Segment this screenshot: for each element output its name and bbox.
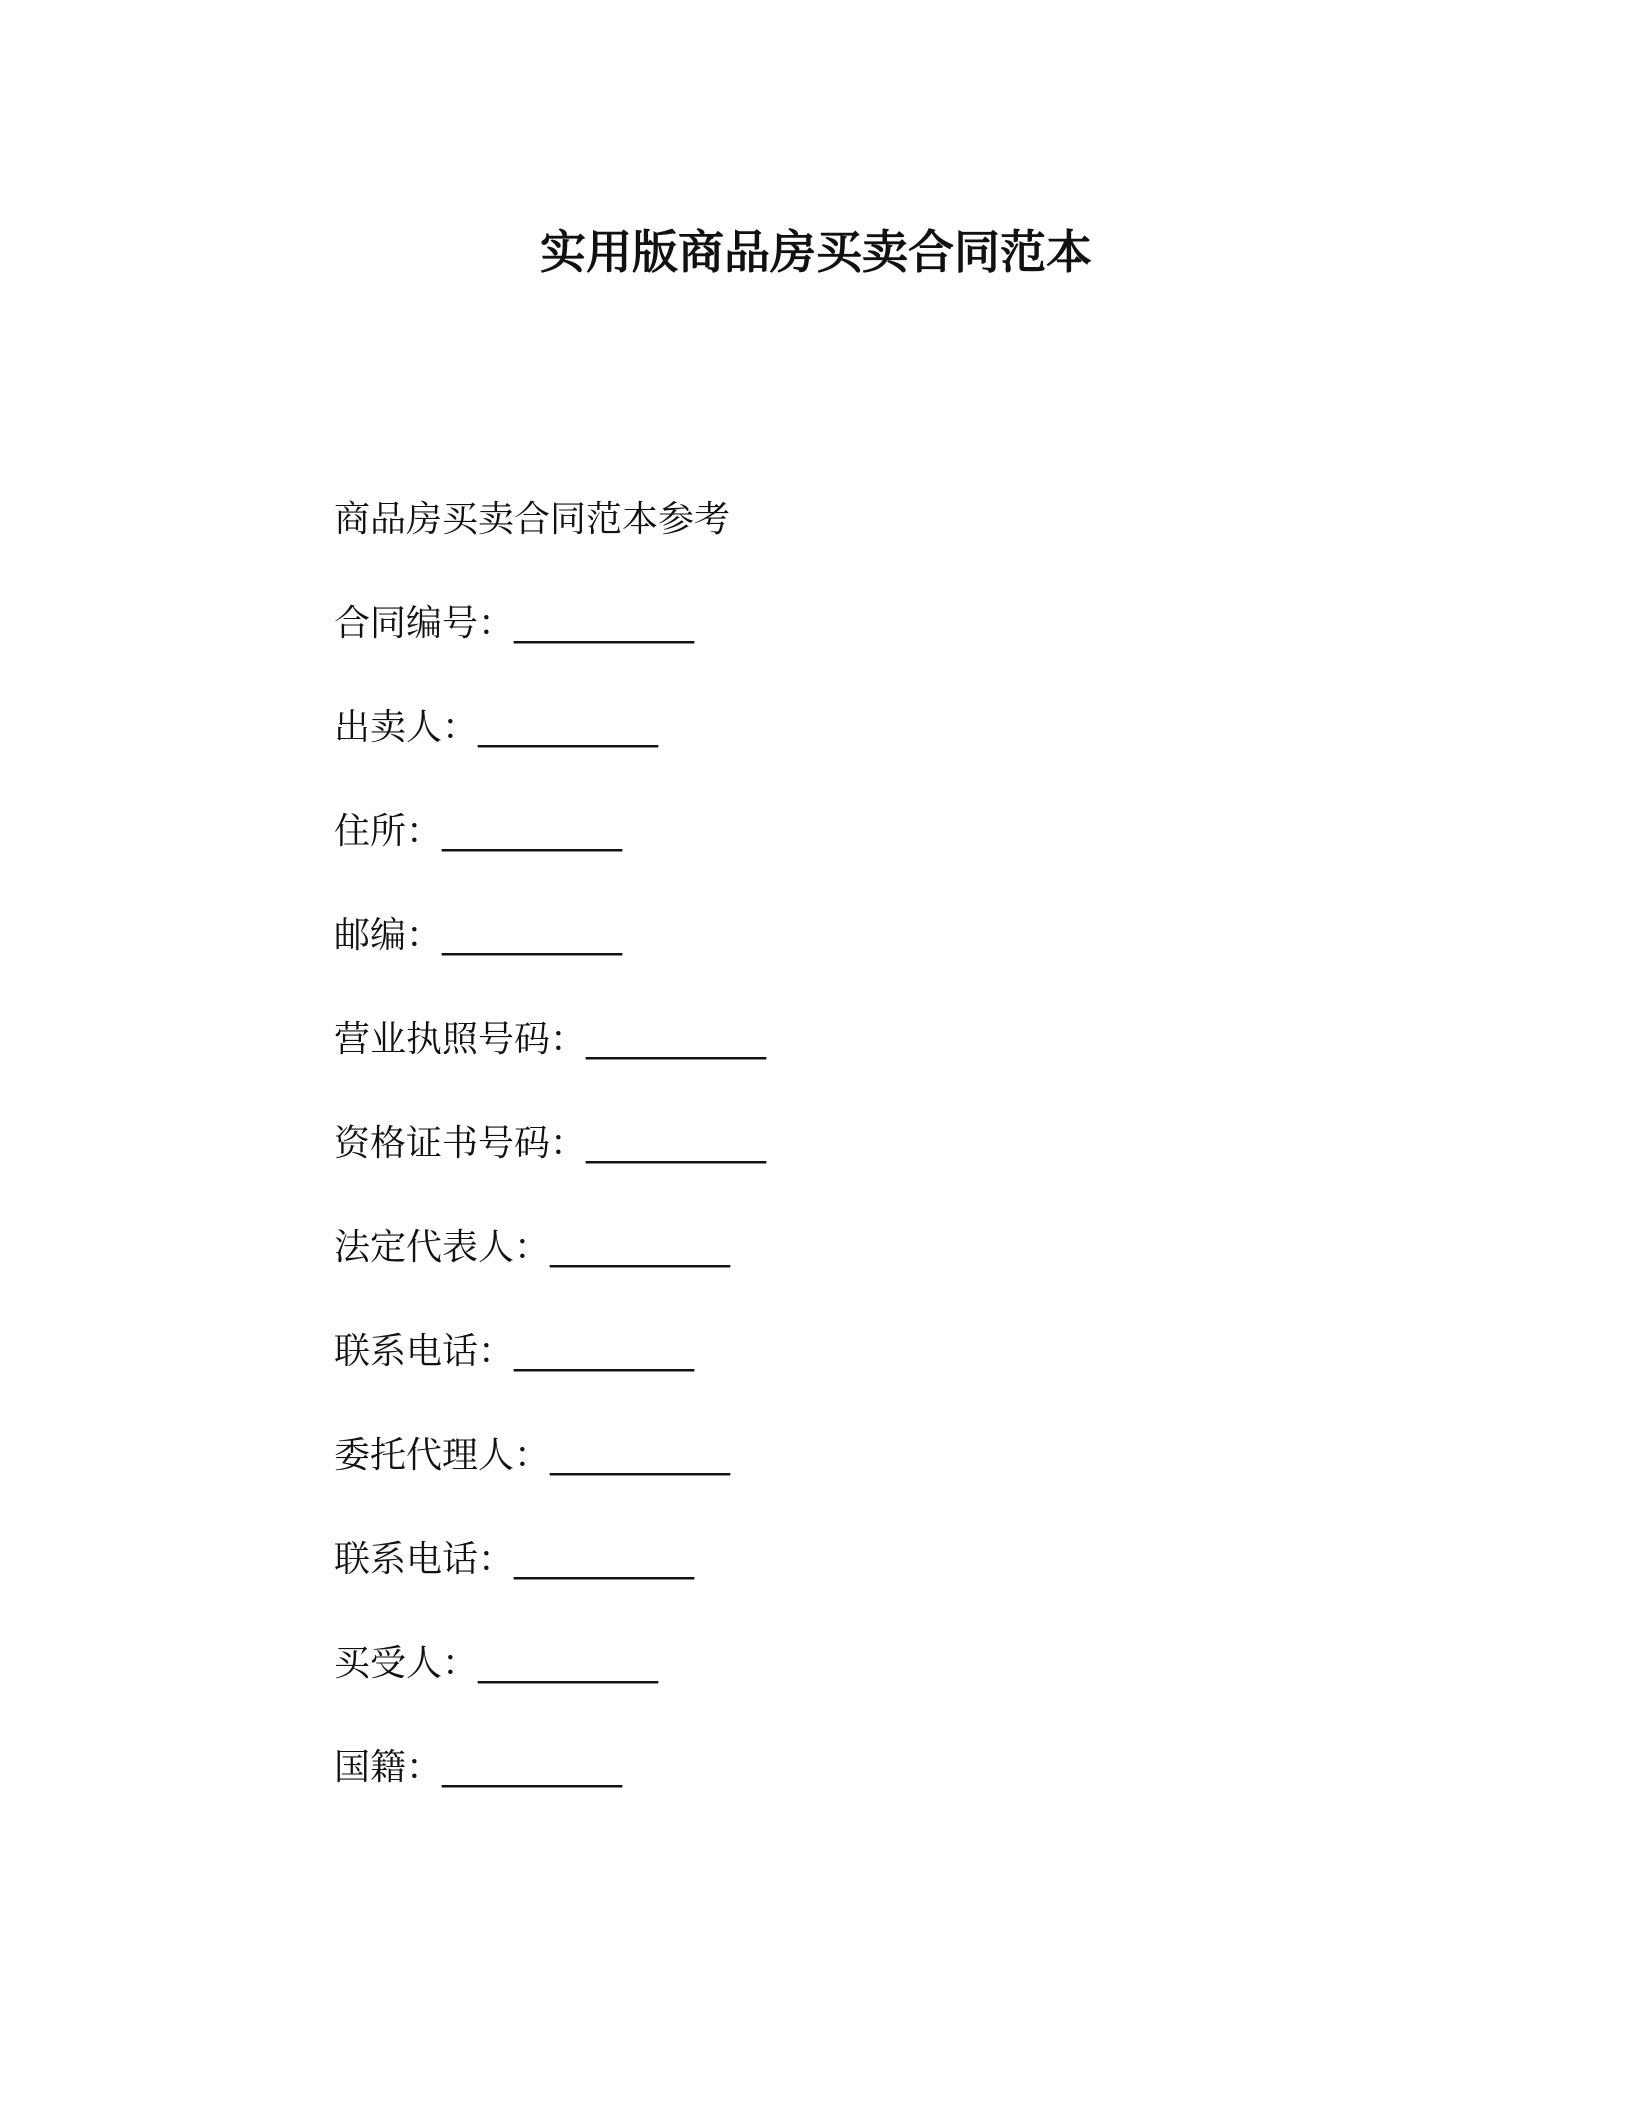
- field-blank: __________: [514, 603, 695, 644]
- field-blank: __________: [442, 811, 623, 852]
- field-blank: __________: [514, 1539, 695, 1580]
- field-label: 资格证书号码：: [334, 1123, 587, 1164]
- field-phone: [334, 1326, 1434, 1430]
- field-label: 联系电话：: [334, 1331, 515, 1372]
- document-body: [334, 494, 1434, 1846]
- field-blank: __________: [586, 1123, 767, 1164]
- field-blank: __________: [478, 707, 659, 748]
- field-buyer: [334, 1638, 1434, 1742]
- document-title: 实用版商品房买卖合同范本: [540, 225, 1092, 279]
- field-agent-phone: [334, 1534, 1434, 1638]
- field-label: 买受人：: [334, 1643, 479, 1684]
- document-subtitle: 商品房买卖合同范本参考: [334, 499, 731, 540]
- field-contract-number: [334, 598, 1434, 702]
- field-qualification-certificate: [334, 1118, 1434, 1222]
- field-label: 住所：: [334, 811, 443, 852]
- field-label: 委托代理人：: [334, 1435, 551, 1476]
- field-label: 法定代表人：: [334, 1227, 551, 1268]
- field-blank: __________: [550, 1227, 731, 1268]
- field-label: 国籍：: [334, 1747, 443, 1788]
- field-label: 出卖人：: [334, 707, 479, 748]
- field-business-license: [334, 1014, 1434, 1118]
- field-blank: __________: [442, 915, 623, 956]
- field-label: 营业执照号码：: [334, 1019, 587, 1060]
- field-blank: __________: [514, 1331, 695, 1372]
- field-nationality: [334, 1742, 1434, 1846]
- field-blank: __________: [442, 1747, 623, 1788]
- field-label: 邮编：: [334, 915, 443, 956]
- field-label: 联系电话：: [334, 1539, 515, 1580]
- field-blank: __________: [478, 1643, 659, 1684]
- field-label: 合同编号：: [334, 603, 515, 644]
- field-authorized-agent: [334, 1430, 1434, 1534]
- field-address: [334, 806, 1434, 910]
- field-legal-representative: [334, 1222, 1434, 1326]
- field-blank: __________: [586, 1019, 767, 1060]
- field-seller: [334, 702, 1434, 806]
- field-postcode: [334, 910, 1434, 1014]
- field-blank: __________: [550, 1435, 731, 1476]
